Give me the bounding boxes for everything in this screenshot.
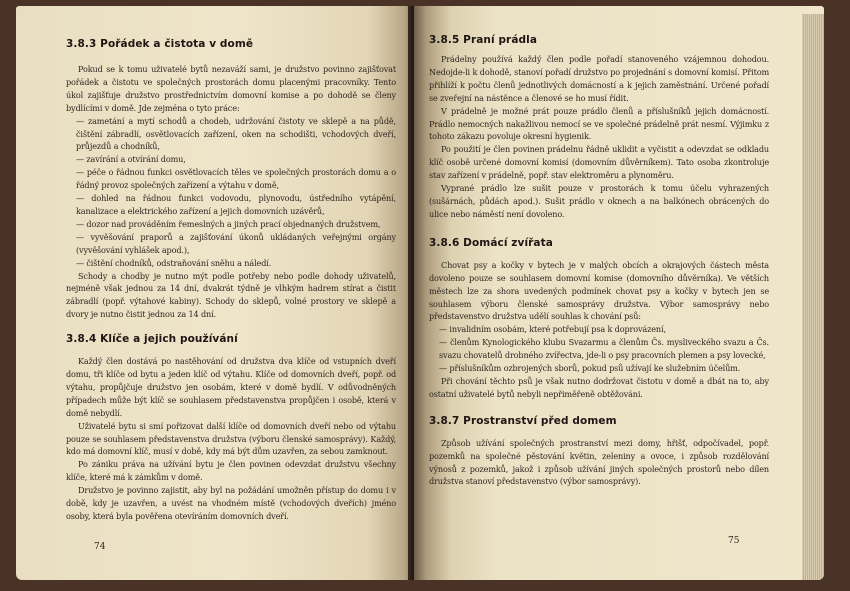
left-page: [16, 6, 416, 580]
paragraph: Vyprané prádlo lze sušit pouze v prostorách k tomu účelu vyhrazených (sušárnách, půdách apod.). Sušit prádlo v oknech a na balkónech obrácených do ulice nebo náměstí není dovoleno.: [429, 183, 769, 219]
paragraph: Družstvo je povinno zajistit, aby byl na požádání umožněn přístup do domu i v době, kdy je uzavřen, a uvést na vhodném místě (vchodových dveřích) jméno osoby, která byla pověřena otevíráním domovních dveří.: [66, 485, 396, 521]
list-item: — péče o řádnou funkci osvětlovacích těles ve společných prostorách domu a o řádný provoz společných zařízení a výtahu v domě,: [76, 167, 396, 191]
page-number: 74: [94, 542, 106, 552]
paragraph: Chovat psy a kočky v bytech je v malých obcích a okrajových částech města dovoleno pouze se souhlasem domovní komise (domovního důvěrníka). Ve větších městech lze za shora uvedených podmínek chovat psy a kočky v bytech jen se souhlasem výboru členské samosprávy družstva. Výbor samosprávy nebo představenstvo družstva udělí souhlas k chování psů:: [429, 259, 769, 322]
paragraph: Pokud se k tomu uživatelé bytů nezaváží sami, je družstvo povinno zajišťovat pořádek a čistotu ve společných prostorách domu placenými pracovníky. Tento úkol zajišťuje družstvo prostřednictvím domovní komise a po dohodě se členy bydlícími v domě. Jde zejména o tyto práce:: [66, 64, 396, 113]
list-item: — členům Kynologického klubu Svazarmu a členům Čs. mysliveckého svazu a Čs. svazu chovatelů drobného zvířectva, jde-li o psy pracovních plemen a psy lovecké,: [439, 337, 769, 361]
section-heading-order-cleanliness: 3.8.3 Pořádek a čistota v domě: [66, 38, 254, 50]
paragraph: Každý člen dostává po nastěhování od družstva dva klíče od vstupních dveří domu, tři klíče od bytu a jeden klíč od výtahu. Klíče od domovních dveří, popř. od výtahu, propůjčuje družstvo jen osobám, které v domě bydlí. V odůvodněných případech může být klíč se souhlasem představenstva propůjčen i osobě, která v domě nebydlí.: [66, 356, 396, 418]
right-page: [414, 6, 824, 580]
paragraph: Po použití je člen povinen prádelnu řádně uklidit a vyčistit a odevzdat se odkladu klíč osobě určené domovní komisí (domovním důvěrníkem). Tato osoba zkontroluje stav zařízení v prádelně, popř. stav elektroměru a plynoměru.: [429, 144, 769, 181]
page-number: 75: [728, 536, 740, 546]
open-book: [4, 6, 846, 588]
paragraph: Uživatelé bytu si smí pořizovat další klíče od domovních dveří nebo od výtahu pouze se souhlasem představenstva družstva (výboru členské samosprávy). Každý, kdo má domovní klíč, musí v době, kdy má být dům uzavřen, za sebou zamknout.: [66, 420, 396, 457]
right-page-content: [429, 32, 769, 488]
list-item: — čištění chodníků, odstraňování sněhu a náledí.: [76, 257, 272, 268]
list-item: — vyvěšování praporů a zajišťování úkonů ukládaných veřejnými orgány (vyvěšování vyhlášek apod.),: [76, 231, 396, 255]
section-heading-keys: 3.8.4 Klíče a jejich používání: [66, 333, 238, 346]
left-page-content: [66, 36, 396, 523]
paragraph: Způsob užívání společných prostranství mezi domy, hřišť, odpočívadel, popř. pozemků na společné pěstování květin, zeleniny a ovoce, i způsob rozdělování výnosů z pozemků, jakož i způsob užívání jiných společných prostorů nebo dílen družstva stanoví představenstvo (výbor samosprávy).: [429, 437, 769, 487]
paragraph: Při chování těchto psů je však nutno dodržovat čistotu v domě a dbát na to, aby ostatní uživatelé bytů nebyli nepřiměřeně obtěžováni.: [429, 375, 769, 399]
list-item: — příslušníkům ozbrojených sborů, pokud psů užívají ke služebním účelům.: [439, 363, 741, 374]
list-item: — zavírání a otvírání domu,: [76, 154, 186, 165]
section-heading-pets: 3.8.6 Domácí zvířata: [429, 236, 553, 249]
section-heading-laundry: 3.8.5 Praní prádla: [429, 34, 538, 46]
paragraph: Po zániku práva na užívání bytu je člen povinen odevzdat družstvu všechny klíče, které má k zámkům v domě.: [66, 459, 396, 483]
list-item: — dozor nad prováděním řemeslných a jiných prací objednaných družstvem,: [76, 218, 381, 229]
list-item: — invalidním osobám, které potřebují psa k doprovázení,: [439, 324, 666, 335]
list-item: — dohled na řádnou funkci vodovodu, plynovodu, ústředního vytápění, kanalizace a elektrického zařízení a jejich domovních uzávěrů,: [76, 193, 396, 216]
paragraph: V prádelně je možné prát pouze prádlo členů a příslušníků jejich domácností. Prádlo nemocných nakažlivou nemocí se ve společné prádelně prát nesmí. Výjimku z tohoto zákazu povoluje okresní hygienik.: [429, 105, 769, 142]
paragraph: Prádelny používá každý člen podle pořadí stanoveného vzájemnou dohodou. Nedojde-li k dohodě, stanoví pořadí družstvo po projednání s domovní komisí. Přitom přihlíží k počtu členů jednotlivých domácností a k jejich zaměstnání. Určené pořadí se zveřejní na nástěnce a členové se ho musí řídit.: [429, 54, 769, 103]
list-item: — zametání a mytí schodů a chodeb, udržování čistoty ve sklepě a na půdě, čištění zábradlí, osvětlovacích zařízení, oken na schodišti, vchodových dveří, průjezdů a chodníků,: [76, 115, 396, 152]
page-edge: [802, 14, 824, 580]
section-heading-outdoor-space: 3.8.7 Prostranství před domem: [429, 414, 617, 427]
paragraph: Schody a chodby je nutno mýt podle potřeby nebo podle dohody uživatelů, nejméně však jednou za 14 dní, dvakrát týdně je vlhkým hadrem stírat a čistit zábradlí (popř. výtahové kabiny). Schody do sklepů, volné prostory ve sklepě a dvory je nutno čistit jednou za 14 dní.: [66, 270, 396, 320]
